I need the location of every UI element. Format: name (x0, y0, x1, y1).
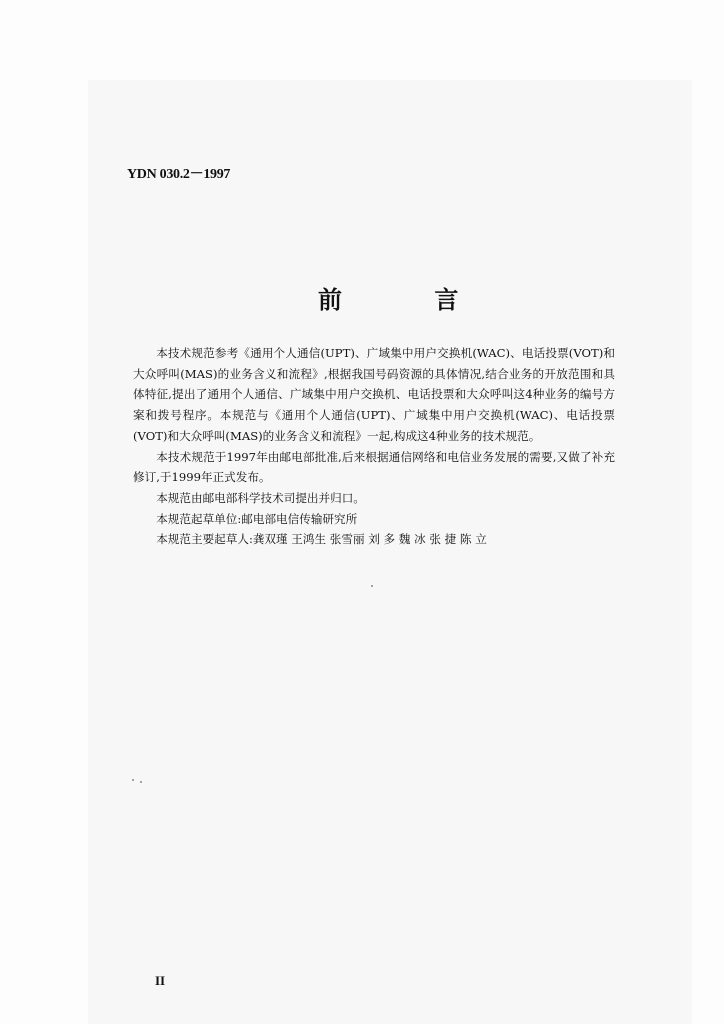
scan-speck (140, 781, 142, 783)
scan-speck (371, 585, 373, 587)
preface-body (133, 343, 615, 550)
scan-speck (132, 779, 134, 781)
paragraph-drafting-unit: 本规范起草单位:邮电部电信传输研究所 (156, 511, 358, 526)
paragraph-reference: 本技术规范参考《通用个人通信(UPT)、广域集中用户交换机(WAC)、电话投票(VOT)和大众呼叫(MAS)的业务含义和流程》,根据我国号码资源的具体情况,结合业务的开放范围和具体特征,提出了通用个人通信、广域集中用户交换机、电话投票和大众呼叫这4种业务的编号方案和拨号程序。本规范与《通用个人通信(UPT)、广域集中用户交换机(WAC)、电话投票(VOT)和大众呼叫(MAS)的业务含义和流程》一起,构成这4种业务的技术规范。 (133, 346, 615, 443)
section-title: 前 言 (318, 286, 501, 314)
paragraph-drafters: 本规范主要起草人:龚双瑾 王鸿生 张雪丽 刘 多 魏 冰 张 捷 陈 立 (156, 532, 487, 547)
page-number: II (155, 973, 166, 988)
paragraph-approval: 本技术规范于1997年由邮电部批准,后来根据通信网络和电信业务发展的需要,又做了补充修订,于1999年正式发布。 (133, 449, 615, 485)
paragraph-proposer: 本规范由邮电部科学技术司提出并归口。 (156, 490, 365, 505)
document-standard-number: YDN 030.2－1997 (127, 167, 231, 182)
scan-background (88, 80, 692, 1024)
